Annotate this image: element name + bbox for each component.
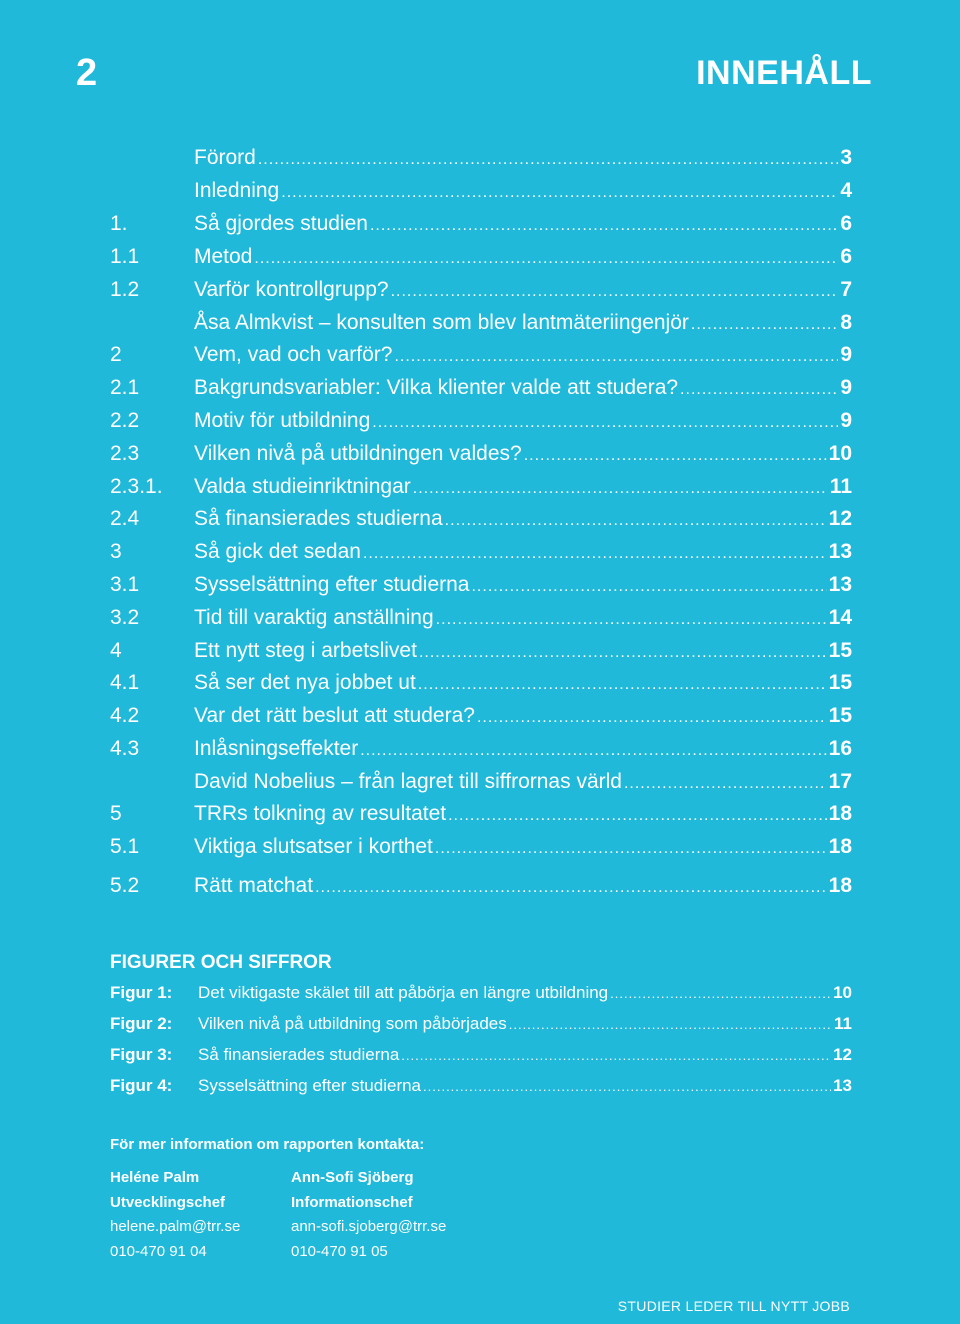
toc-leader-dots: [419, 644, 827, 662]
toc-entry-number: 3.2: [110, 606, 140, 629]
toc-leader-dots: [413, 480, 828, 498]
toc-leader-dots: [254, 250, 838, 268]
toc-entry[interactable]: [110, 212, 852, 242]
toc-entry[interactable]: [110, 343, 852, 373]
toc-entry-title: Inledning: [194, 179, 280, 202]
toc-entry-number: 2.2: [110, 409, 140, 432]
contact-role: Utvecklingschef: [110, 1193, 226, 1211]
toc-leader-dots: [445, 512, 827, 530]
toc-leader-dots: [394, 348, 838, 366]
toc-entry[interactable]: [110, 606, 852, 636]
toc-entry-page: 11: [829, 475, 852, 498]
toc-entry-number: 1.1: [110, 245, 140, 268]
toc-entry-title: Viktiga slutsatser i korthet: [194, 835, 433, 858]
figure-page: 13: [833, 1076, 852, 1095]
figure-title: Det viktigaste skälet till att påbörja en längre utbildning: [198, 983, 609, 1002]
toc-leader-dots: [281, 184, 838, 202]
toc-entry-title: Så ser det nya jobbet ut: [194, 671, 416, 694]
figure-title: Vilken nivå på utbildning som påbörjades: [198, 1014, 507, 1033]
toc-entry-number: 5.2: [110, 874, 140, 897]
toc-entry-page: 9: [840, 409, 852, 432]
toc-entry-page: 8: [840, 311, 852, 334]
toc-entry-title: Åsa Almkvist – konsulten som blev lantmäteriingenjör: [194, 311, 689, 334]
figure-page: 11: [834, 1014, 852, 1033]
toc-entry-number: 2.1: [110, 376, 140, 399]
toc-entry[interactable]: [110, 311, 852, 341]
toc-leader-dots: [360, 742, 826, 760]
toc-entry-title: Så finansierades studierna: [194, 507, 443, 530]
toc-leader-dots: [436, 611, 827, 629]
contact-person-2: [291, 1166, 446, 1264]
toc-entry-page: 13: [828, 540, 852, 563]
figure-page: 12: [833, 1045, 852, 1064]
toc-entry[interactable]: [110, 835, 852, 865]
figure-title: Så finansierades studierna: [198, 1045, 400, 1064]
contact-phone: 010-470 91 05: [291, 1242, 388, 1260]
toc-entry-number: 1.2: [110, 278, 140, 301]
toc-entry-title: Valda studieinriktningar: [194, 475, 411, 498]
toc-entry-title: Var det rätt beslut att studera?: [194, 704, 475, 727]
toc-entry-page: 18: [828, 835, 852, 858]
figure-leader-dots: [610, 986, 831, 1001]
toc-entry-page: 6: [840, 212, 852, 235]
toc-entry-number: 1.: [110, 212, 128, 235]
figure-entry[interactable]: [110, 1076, 852, 1102]
toc-entry-number: 2: [110, 343, 122, 366]
toc-leader-dots: [435, 840, 827, 858]
toc-entry[interactable]: [110, 540, 852, 570]
toc-leader-dots: [363, 545, 827, 563]
toc-leader-dots: [471, 578, 826, 596]
figure-entry[interactable]: [110, 1045, 852, 1071]
figure-entry[interactable]: [110, 983, 852, 1009]
toc-leader-dots: [691, 316, 838, 334]
contact-role: Informationschef: [291, 1193, 413, 1211]
toc-entry-title: Förord: [194, 146, 256, 169]
toc-entry-title: Motiv för utbildning: [194, 409, 371, 432]
toc-entry[interactable]: [110, 671, 852, 701]
figure-label: Figur 2:: [110, 1014, 173, 1033]
contact-name: Heléne Palm: [110, 1169, 200, 1186]
toc-entry-title: Vilken nivå på utbildningen valdes?: [194, 442, 522, 465]
toc-leader-dots: [315, 879, 827, 897]
figure-entry[interactable]: [110, 1014, 852, 1040]
toc-entry-number: 4: [110, 639, 122, 662]
toc-entry[interactable]: [110, 409, 852, 439]
toc-entry-number: 4.1: [110, 671, 140, 694]
toc-entry-page: 15: [828, 704, 852, 727]
toc-entry-number: 4.3: [110, 737, 140, 760]
toc-entry-number: 4.2: [110, 704, 140, 727]
toc-entry-title: Tid till varaktig anställning: [194, 606, 434, 629]
contact-person-1: [110, 1166, 240, 1264]
toc-entry-page: 15: [828, 639, 852, 662]
toc-leader-dots: [477, 709, 827, 727]
toc-entry-page: 7: [840, 278, 852, 301]
toc-entry-title: Inlåsningseffekter: [194, 737, 359, 760]
figure-label: Figur 4:: [110, 1076, 173, 1095]
toc-entry-title: Metod: [194, 245, 253, 268]
toc-entry-title: Varför kontrollgrupp?: [194, 278, 389, 301]
contact-heading: För mer information om rapporten kontakta:: [110, 1136, 425, 1153]
toc-entry-page: 9: [840, 343, 852, 366]
toc-entry-title: Så gick det sedan: [194, 540, 361, 563]
toc-entry-title: Bakgrundsvariabler: Vilka klienter valde att studera?: [194, 376, 679, 399]
toc-entry-title: David Nobelius – från lagret till siffrornas värld: [194, 770, 622, 793]
contact-email[interactable]: ann-sofi.sjoberg@trr.se: [291, 1218, 447, 1235]
figure-leader-dots: [401, 1048, 831, 1063]
toc-entry[interactable]: [110, 573, 852, 603]
toc-entry[interactable]: [110, 442, 852, 472]
toc-entry-title: Så gjordes studien: [194, 212, 368, 235]
toc-entry-page: 12: [828, 507, 852, 530]
toc-entry-page: 17: [828, 770, 852, 793]
contact-phone: 010-470 91 04: [110, 1242, 207, 1260]
toc-entry-title: Vem, vad och varför?: [194, 343, 393, 366]
toc-entry-page: 15: [828, 671, 852, 694]
toc-entry[interactable]: [110, 770, 852, 800]
figure-leader-dots: [509, 1017, 832, 1032]
toc-entry[interactable]: [110, 179, 852, 209]
toc-entry-title: Sysselsättning efter studierna: [194, 573, 470, 596]
toc-leader-dots: [370, 217, 838, 235]
figure-leader-dots: [423, 1079, 831, 1094]
toc-entry-page: 10: [828, 442, 852, 465]
toc-entry[interactable]: [110, 737, 852, 767]
toc-entry[interactable]: [110, 874, 852, 904]
toc-entry-number: 3.1: [110, 573, 140, 596]
toc-entry[interactable]: [110, 704, 852, 734]
toc-entry[interactable]: [110, 507, 852, 537]
toc-leader-dots: [680, 381, 838, 399]
toc-leader-dots: [624, 775, 827, 793]
footer-tagline: STUDIER LEDER TILL NYTT JOBB: [617, 1298, 850, 1314]
toc-entry-page: 13: [828, 573, 852, 596]
toc-leader-dots: [391, 283, 839, 301]
toc-leader-dots: [258, 151, 838, 169]
toc-entry[interactable]: [110, 475, 852, 505]
toc-leader-dots: [448, 807, 827, 825]
toc-entry-number: 5: [110, 802, 122, 825]
toc-entry-page: 6: [840, 245, 852, 268]
toc-entry-title: Ett nytt steg i arbetslivet: [194, 639, 417, 662]
toc-entry-number: 2.3: [110, 442, 140, 465]
figure-label: Figur 3:: [110, 1045, 173, 1064]
page-title: INNEHÅLL: [696, 54, 872, 92]
toc-entry-number: 3: [110, 540, 122, 563]
toc-entry-page: 4: [840, 179, 852, 202]
toc-entry-title: Rätt matchat: [194, 874, 314, 897]
figure-title: Sysselsättning efter studierna: [198, 1076, 422, 1095]
figure-label: Figur 1:: [110, 983, 173, 1002]
toc-entry[interactable]: [110, 278, 852, 308]
toc-entry[interactable]: [110, 376, 852, 406]
toc-leader-dots: [372, 414, 838, 432]
contact-email[interactable]: helene.palm@trr.se: [110, 1218, 241, 1235]
figures-heading: FIGURER OCH SIFFROR: [110, 952, 332, 973]
toc-entry[interactable]: [110, 802, 852, 832]
toc-entry[interactable]: [110, 146, 852, 176]
contact-name: Ann-Sofi Sjöberg: [291, 1169, 414, 1186]
toc-entry-title: TRRs tolkning av resultatet: [194, 802, 447, 825]
page-number: 2: [76, 52, 98, 94]
toc-entry-page: 9: [840, 376, 852, 399]
toc-entry[interactable]: [110, 639, 852, 669]
toc-entry-page: 18: [828, 802, 852, 825]
toc-entry[interactable]: [110, 245, 852, 275]
toc-entry-page: 3: [840, 146, 852, 169]
toc-entry-number: 2.3.1.: [110, 475, 163, 498]
toc-entry-page: 14: [828, 606, 852, 629]
toc-leader-dots: [418, 676, 827, 694]
toc-entry-number: 5.1: [110, 835, 140, 858]
figure-page: 10: [833, 983, 852, 1002]
toc-entry-page: 18: [828, 874, 852, 897]
toc-entry-number: 2.4: [110, 507, 140, 530]
toc-leader-dots: [524, 447, 827, 465]
toc-entry-page: 16: [828, 737, 852, 760]
